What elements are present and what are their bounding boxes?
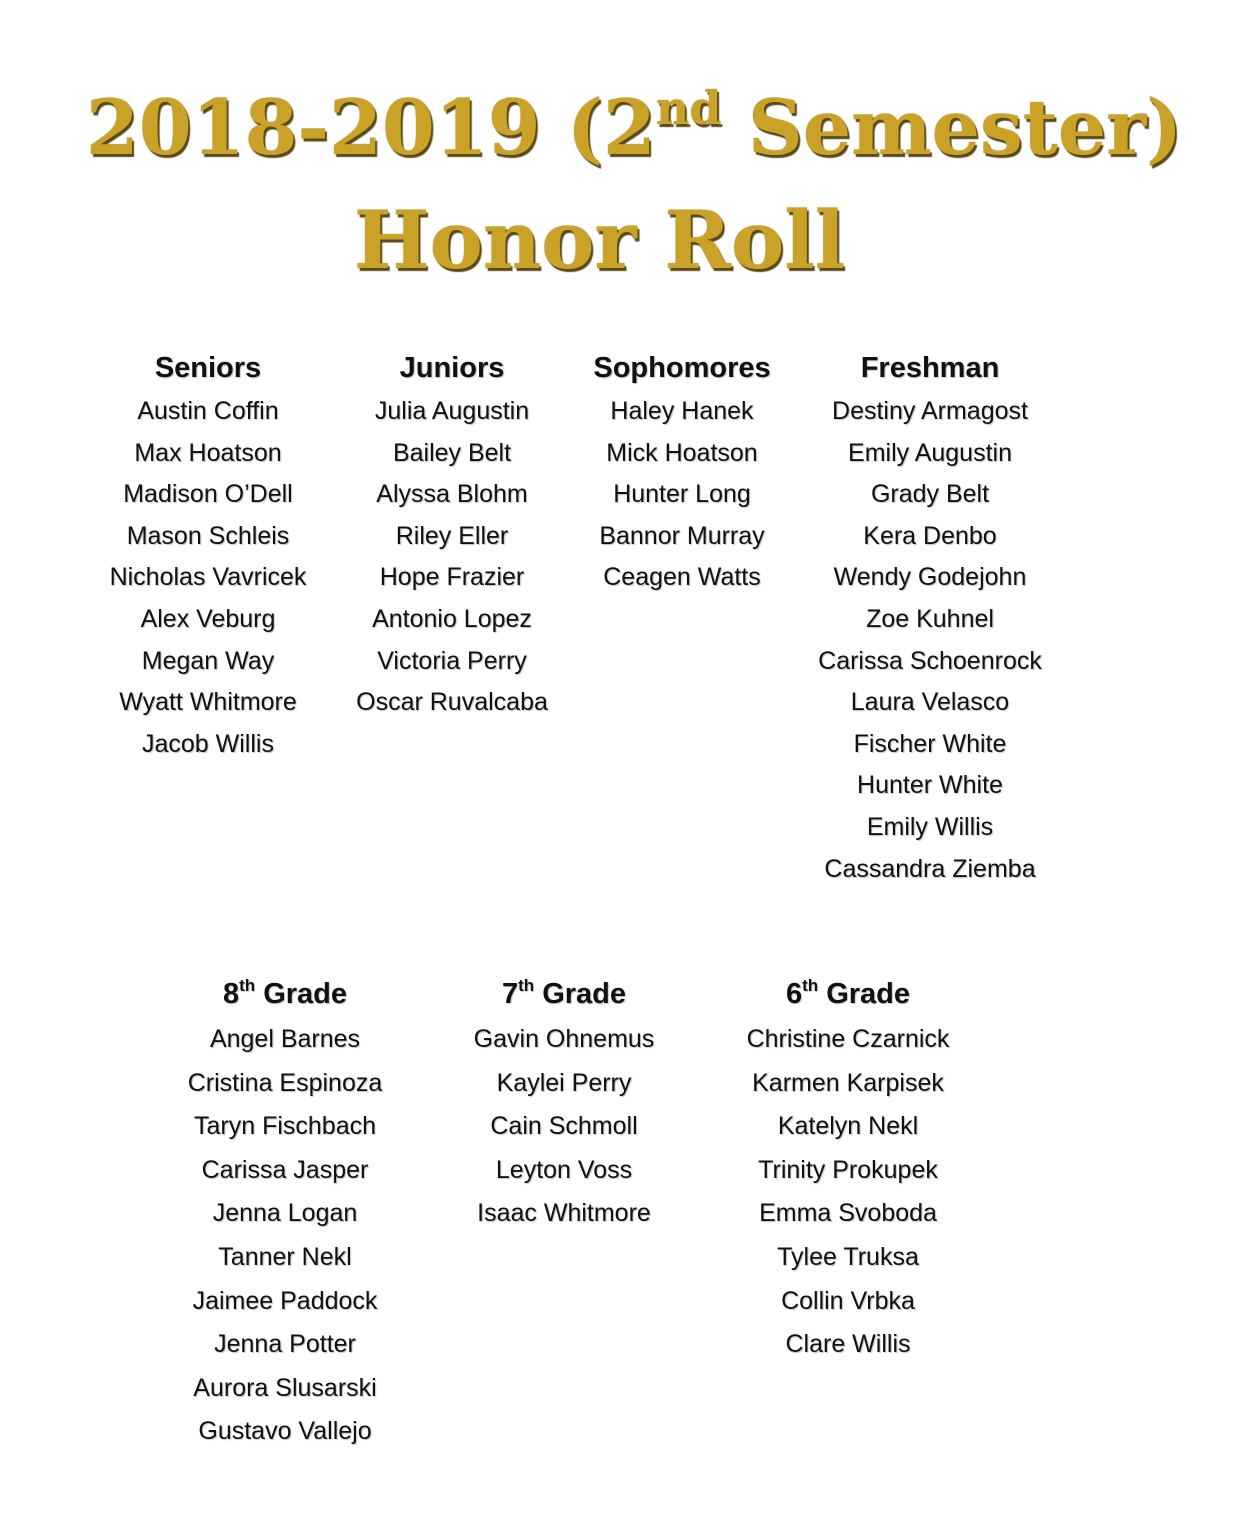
grade-7-number: 7 — [501, 978, 519, 1010]
grade-6-column — [718, 971, 978, 1367]
list-item: Carissa Schoenrock — [818, 646, 1042, 675]
list-item: Kaylei Perry — [496, 1068, 632, 1097]
list-item: Riley Eller — [395, 521, 509, 550]
title-ordinal-suffix: nd — [655, 81, 722, 135]
list-item: Antonio Lopez — [372, 604, 532, 633]
list-item: Max Hoatson — [134, 438, 282, 467]
sophomores-list — [552, 391, 812, 599]
list-item: Cassandra Ziemba — [824, 854, 1036, 883]
grade-7-word: Grade — [534, 978, 627, 1010]
list-item: Clare Willis — [785, 1330, 911, 1359]
list-item: Alex Veburg — [140, 604, 276, 633]
list-item: Wendy Godejohn — [833, 563, 1027, 592]
grade-8-number: 8 — [222, 978, 240, 1010]
page-subtitle: Honor Roll — [354, 193, 846, 287]
list-item: Emma Svoboda — [759, 1199, 937, 1228]
title-semester-text: Semester) — [721, 83, 1183, 172]
grade-8-word: Grade — [255, 978, 348, 1010]
list-item: Alyssa Blohm — [376, 480, 528, 509]
grade-8-column — [155, 971, 415, 1454]
grade-8-suffix: th — [239, 976, 256, 995]
seniors-heading: Seniors — [154, 352, 262, 384]
list-item: Isaac Whitmore — [477, 1199, 651, 1228]
sophomores-column — [552, 345, 812, 599]
list-item: Hope Frazier — [379, 563, 525, 592]
list-item: Christine Czarnick — [746, 1025, 950, 1053]
list-item: Taryn Fischbach — [193, 1112, 377, 1141]
list-item: Ceagen Watts — [603, 563, 761, 592]
list-item: Hunter Long — [613, 480, 751, 509]
list-item: Angel Barnes — [209, 1025, 361, 1053]
grade-6-word: Grade — [818, 978, 911, 1010]
list-item: Bannor Murray — [599, 521, 765, 550]
list-item: Cristina Espinoza — [187, 1068, 383, 1097]
list-item: Nicholas Vavricek — [109, 563, 307, 592]
grade-6-list — [718, 1018, 978, 1367]
list-item: Haley Hanek — [610, 397, 754, 425]
sophomores-heading: Sophomores — [593, 352, 771, 384]
list-item: Katelyn Nekl — [777, 1112, 919, 1141]
list-item: Cain Schmoll — [490, 1112, 638, 1141]
list-item: Karmen Karpisek — [752, 1068, 944, 1097]
list-item: Austin Coffin — [137, 397, 279, 425]
grade-7-column — [434, 971, 694, 1236]
grade-6-heading — [718, 971, 978, 1018]
list-item: Mason Schleis — [126, 521, 290, 550]
grade-8-heading — [155, 971, 415, 1018]
seniors-column — [78, 345, 338, 765]
grade-7-list — [434, 1018, 694, 1236]
list-item: Bailey Belt — [392, 438, 512, 467]
freshman-column — [800, 345, 1060, 890]
list-item: Carissa Jasper — [201, 1155, 369, 1184]
list-item: Jenna Potter — [214, 1330, 356, 1359]
list-item: Jaimee Paddock — [192, 1286, 378, 1315]
grade-6-number: 6 — [785, 978, 803, 1010]
freshman-heading: Freshman — [860, 352, 1000, 384]
list-item: Trinity Prokupek — [758, 1155, 938, 1184]
list-item: Leyton Voss — [495, 1155, 633, 1184]
list-item: Kera Denbo — [863, 521, 997, 550]
title-year-text: 2018-2019 (2 — [86, 83, 656, 172]
list-item: Zoe Kuhnel — [866, 604, 994, 633]
juniors-column — [322, 345, 582, 724]
page-title — [0, 78, 1242, 178]
list-item: Collin Vrbka — [781, 1286, 915, 1315]
juniors-heading: Juniors — [399, 352, 505, 384]
grade-7-heading — [434, 971, 694, 1018]
list-item: Laura Velasco — [850, 688, 1010, 717]
seniors-list — [78, 391, 338, 765]
grade-7-suffix: th — [518, 976, 535, 995]
list-item: Destiny Armagost — [832, 397, 1028, 425]
list-item: Mick Hoatson — [606, 438, 758, 467]
grade-6-suffix: th — [802, 976, 819, 995]
juniors-list — [322, 391, 582, 724]
list-item: Emily Willis — [866, 812, 994, 841]
list-item: Victoria Perry — [377, 646, 527, 675]
freshman-list — [800, 391, 1060, 890]
list-item: Fischer White — [853, 729, 1007, 758]
list-item: Jenna Logan — [212, 1199, 358, 1228]
list-item: Julia Augustin — [374, 397, 530, 425]
list-item: Gavin Ohnemus — [473, 1025, 655, 1053]
list-item: Wyatt Whitmore — [119, 688, 297, 717]
list-item: Megan Way — [141, 646, 275, 675]
list-item: Hunter White — [857, 771, 1003, 800]
list-item: Jacob Willis — [142, 729, 274, 758]
list-item: Tylee Truksa — [777, 1242, 919, 1271]
list-item: Aurora Slusarski — [193, 1373, 377, 1402]
list-item: Emily Augustin — [848, 438, 1012, 467]
list-item: Madison O’Dell — [123, 480, 293, 509]
list-item: Tanner Nekl — [218, 1242, 352, 1271]
list-item: Gustavo Vallejo — [198, 1417, 372, 1446]
list-item: Grady Belt — [870, 480, 990, 509]
list-item: Oscar Ruvalcaba — [356, 688, 548, 717]
grade-8-list — [155, 1018, 415, 1454]
